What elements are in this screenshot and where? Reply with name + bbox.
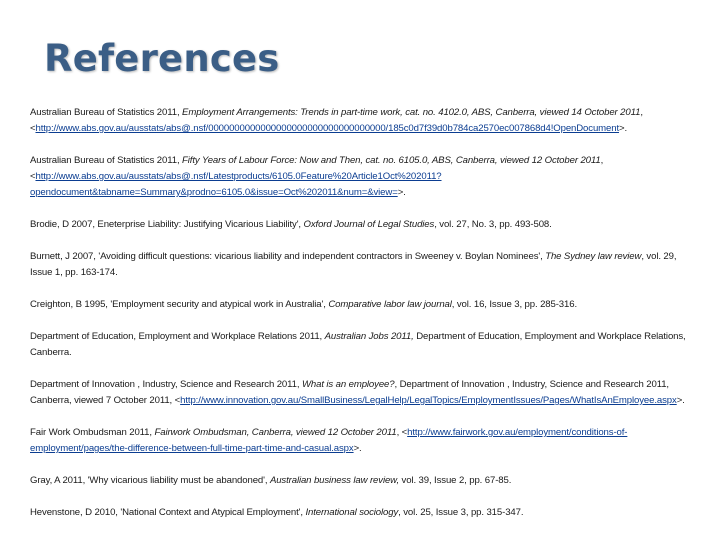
reference-link[interactable]: http://www.innovation.gov.au/SmallBusiness/LegalHelp/LegalTopics/EmploymentIssues/Pages/WhatIsAnEmployee.aspx xyxy=(180,395,677,406)
reference-item xyxy=(30,153,698,201)
reference-link[interactable]: http://www.abs.gov.au/ausstats/abs@.nsf/Latestproducts/6105.0Feature%20Article1Oct%202011?opendocument&tabname=Summary&prodno=6105.0&issue=Oct%202011&num=&view= xyxy=(30,171,442,198)
reference-text: , vol. 25, Issue 3, pp. 315-347. xyxy=(398,507,524,518)
reference-text: Fair Work Ombudsman 2011, xyxy=(30,427,155,438)
reference-title: Employment Arrangements: Trends in part-time work, cat. no. 4102.0, ABS, Canberra, viewed 14 October 2011 xyxy=(182,107,641,118)
reference-text: >. xyxy=(397,187,406,198)
page-title: References xyxy=(44,37,280,80)
reference-title: Fairwork Ombudsman, Canberra, viewed 12 October 2011 xyxy=(154,427,397,438)
reference-list xyxy=(30,105,698,537)
reference-title: What is an employee? xyxy=(301,379,395,390)
reference-item xyxy=(30,105,698,137)
reference-text: Department of Innovation , Industry, Science and Research 2011, xyxy=(30,379,302,390)
reference-text: , < xyxy=(30,155,604,182)
reference-title: Fifty Years of Labour Force: Now and Then, cat. no. 6105.0, ABS, Canberra, viewed 12 October 2011 xyxy=(182,155,601,166)
reference-item xyxy=(30,425,698,457)
reference-text: Department of Education, Employment and Workplace Relations 2011, xyxy=(30,331,325,342)
reference-item xyxy=(30,377,698,409)
reference-text: , vol. 16, Issue 3, pp. 285-316. xyxy=(451,299,577,310)
reference-text: , < xyxy=(396,427,408,438)
reference-text: Department of Education, Employment and Workplace Relations, Canberra. xyxy=(30,331,686,358)
reference-text: Hevenstone, D 2010, 'National Context and Atypical Employment', xyxy=(30,507,306,518)
reference-text: Burnett, J 2007, 'Avoiding difficult questions: vicarious liability and independent contractors in Sweeney v. Boylan Nominees', xyxy=(30,251,546,262)
reference-text: Australian Bureau of Statistics 2011, xyxy=(30,155,183,166)
reference-item xyxy=(30,297,698,313)
reference-title: Australian business law review, xyxy=(269,475,399,486)
reference-title: Oxford Journal of Legal Studies xyxy=(303,219,435,230)
reference-text: , < xyxy=(30,107,643,134)
reference-text: Creighton, B 1995, 'Employment security and atypical work in Australia', xyxy=(30,299,329,310)
reference-text: vol. 39, Issue 2, pp. 67-85. xyxy=(399,475,512,486)
reference-text: >. xyxy=(353,443,362,454)
reference-item xyxy=(30,249,698,281)
reference-item xyxy=(30,329,698,361)
reference-item xyxy=(30,505,698,521)
reference-text: , vol. 29, Issue 1, pp. 163-174. xyxy=(30,251,677,278)
reference-text: , Department of Innovation , Industry, Science and Research 2011, Canberra, viewed 7 October 2011, < xyxy=(30,379,669,406)
reference-text: Australian Bureau of Statistics 2011, xyxy=(30,107,183,118)
reference-link[interactable]: http://www.abs.gov.au/ausstats/abs@.nsf/0000000000000000000000000000000000/185c0d7f39d0b784ca2570ec007868d4!OpenDocument xyxy=(35,123,620,134)
reference-text: >. xyxy=(619,123,628,134)
reference-text: >. xyxy=(676,395,685,406)
reference-link[interactable]: http://www.fairwork.gov.au/employment/conditions-of-employment/pages/the-difference-between-full-time-part-time-and-casual.aspx xyxy=(30,427,628,454)
reference-title: The Sydney law review xyxy=(545,251,642,262)
reference-text: Gray, A 2011, 'Why vicarious liability must be abandoned', xyxy=(30,475,270,486)
reference-title: Comparative labor law journal xyxy=(328,299,452,310)
reference-text: , vol. 27, No. 3, pp. 493-508. xyxy=(434,219,552,230)
reference-text: Brodie, D 2007, Eneterprise Liability: Justifying Vicarious Liability', xyxy=(30,219,304,230)
reference-item xyxy=(30,217,698,233)
reference-item xyxy=(30,473,698,489)
reference-title: Australian Jobs 2011, xyxy=(324,331,414,342)
reference-title: International sociology xyxy=(305,507,399,518)
